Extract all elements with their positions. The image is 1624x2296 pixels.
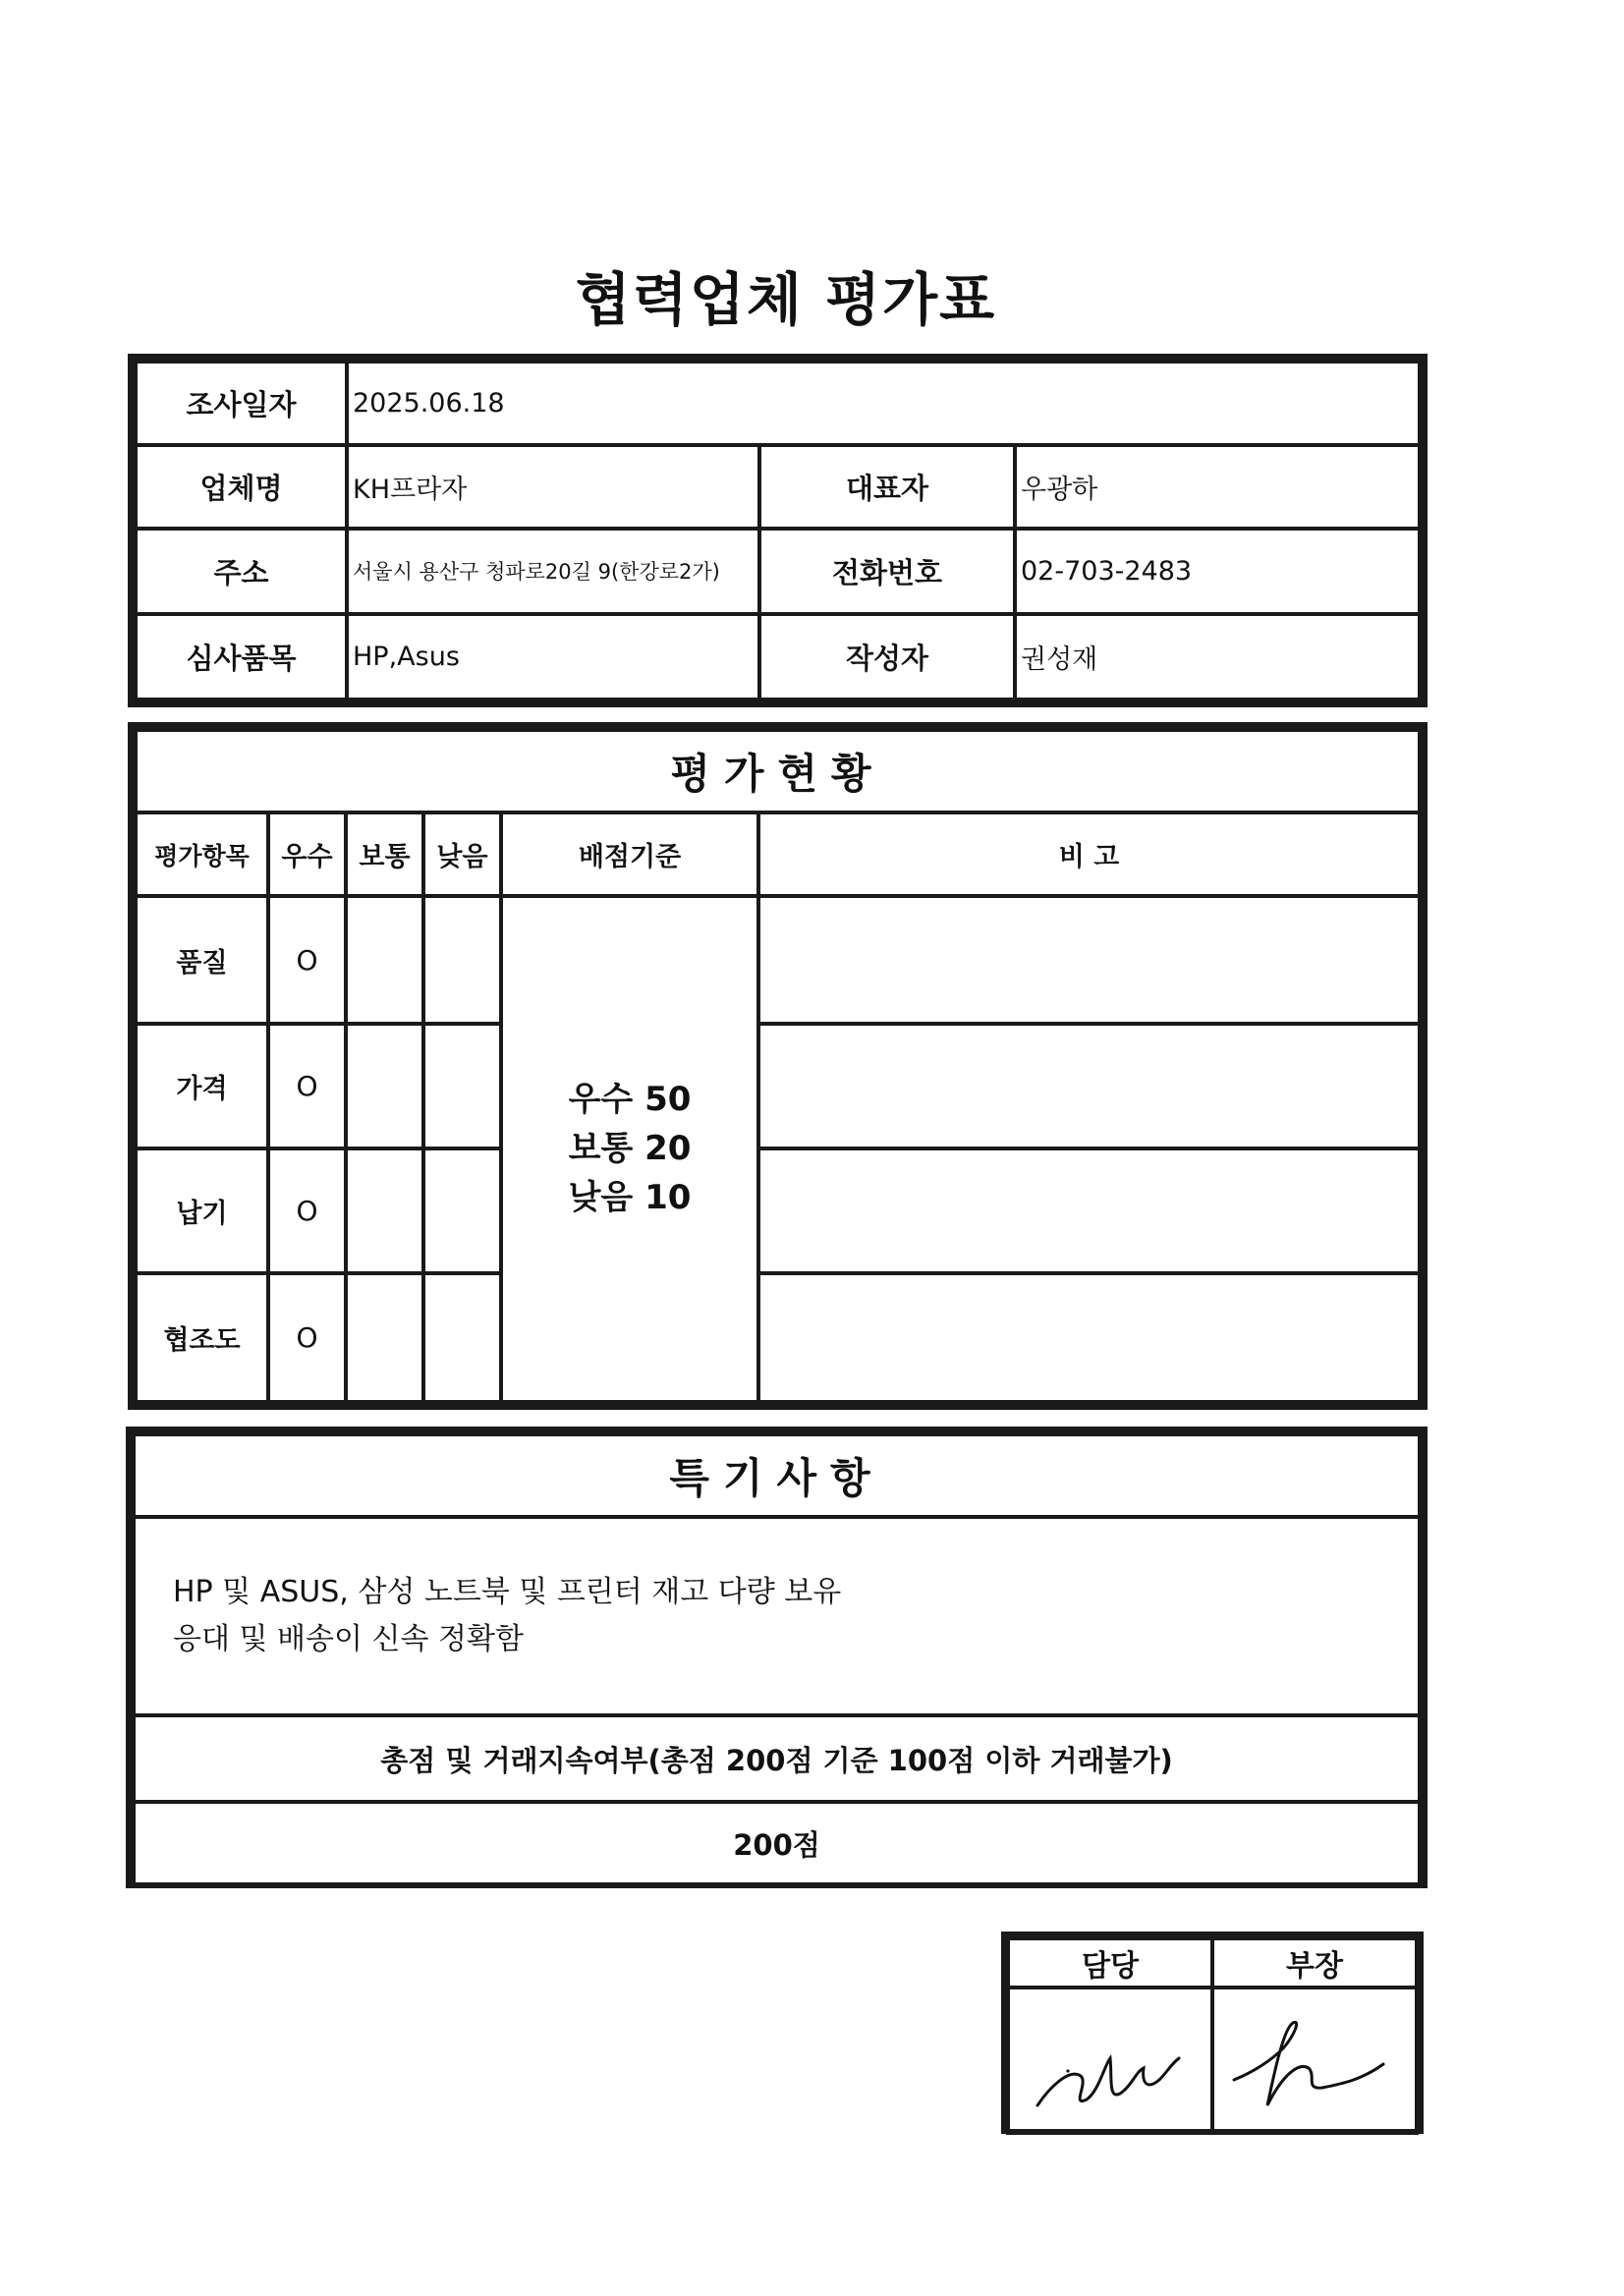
row-excellent: O [268,1024,346,1148]
company-value: KH프라자 [347,445,759,529]
row-item: 품질 [136,896,268,1025]
row-remark [758,1024,1420,1148]
row-low [423,896,501,1025]
remarks-notes [134,1517,1420,1715]
table-row [136,896,1420,1025]
ceo-value: 우광하 [1015,445,1420,529]
criteria-line: 보통 20 [568,1129,692,1169]
criteria-line: 낮음 10 [568,1178,692,1218]
row-excellent: O [268,1273,346,1402]
row-normal [346,896,423,1025]
col-criteria: 배점기준 [501,812,758,895]
evaluation-table [128,722,1428,1410]
row-excellent: O [268,896,346,1025]
remarks-header: 특기사항 [134,1434,1420,1517]
row-low [423,1148,501,1274]
remarks-line: HP 및 ASUS, 삼성 노트북 및 프린터 재고 다량 보유 [173,1575,842,1609]
approval-box [1001,1932,1424,2134]
survey-date-label: 조사일자 [136,362,347,445]
row-remark [758,1148,1420,1274]
row-remark [758,1273,1420,1402]
ceo-label: 대표자 [759,445,1015,529]
col-item: 평가항목 [136,812,268,895]
manager-label: 부장 [1212,1938,1417,1988]
row-normal [346,1024,423,1148]
row-normal [346,1148,423,1274]
total-label: 총점 및 거래지속여부(총점 200점 기준 100점 이하 거래불가) [134,1715,1420,1802]
row-normal [346,1273,423,1402]
row-low [423,1273,501,1402]
row-excellent: O [268,1148,346,1274]
evaluation-header: 평가현황 [136,730,1420,812]
manager-signature-cell [1212,1988,1417,2133]
phone-value: 02-703-2483 [1015,529,1420,614]
row-low [423,1024,501,1148]
staff-signature-cell [1008,1988,1212,2133]
col-normal: 보통 [346,812,423,895]
remarks-table [126,1427,1428,1888]
survey-date-value: 2025.06.18 [347,362,1420,445]
staff-label: 담당 [1008,1938,1212,1988]
items-label: 심사품목 [136,614,347,700]
row-item: 납기 [136,1148,268,1274]
table-row [136,1148,1420,1274]
table-row [136,1273,1420,1402]
items-value: HP,Asus [347,614,759,700]
info-table [128,354,1428,707]
address-value: 서울시 용산구 청파로20길 9(한강로2가) [347,529,759,614]
document-title: 협력업체 평가표 [575,266,997,333]
remarks-line: 응대 및 배송이 신속 정확함 [173,1622,524,1656]
row-item: 협조도 [136,1273,268,1402]
manager-signature [1214,1989,1411,2127]
table-row [136,1024,1420,1148]
staff-signature [1010,1989,1206,2127]
row-item: 가격 [136,1024,268,1148]
author-value: 권성재 [1015,614,1420,700]
total-value: 200점 [134,1802,1420,1884]
company-label: 업체명 [136,445,347,529]
phone-label: 전화번호 [759,529,1015,614]
col-low: 낮음 [423,812,501,895]
row-remark [758,896,1420,1025]
col-excellent: 우수 [268,812,346,895]
author-label: 작성자 [759,614,1015,700]
address-label: 주소 [136,529,347,614]
criteria-line: 우수 50 [568,1080,692,1120]
col-remark: 비 고 [758,812,1420,895]
criteria-cell [501,896,758,1402]
